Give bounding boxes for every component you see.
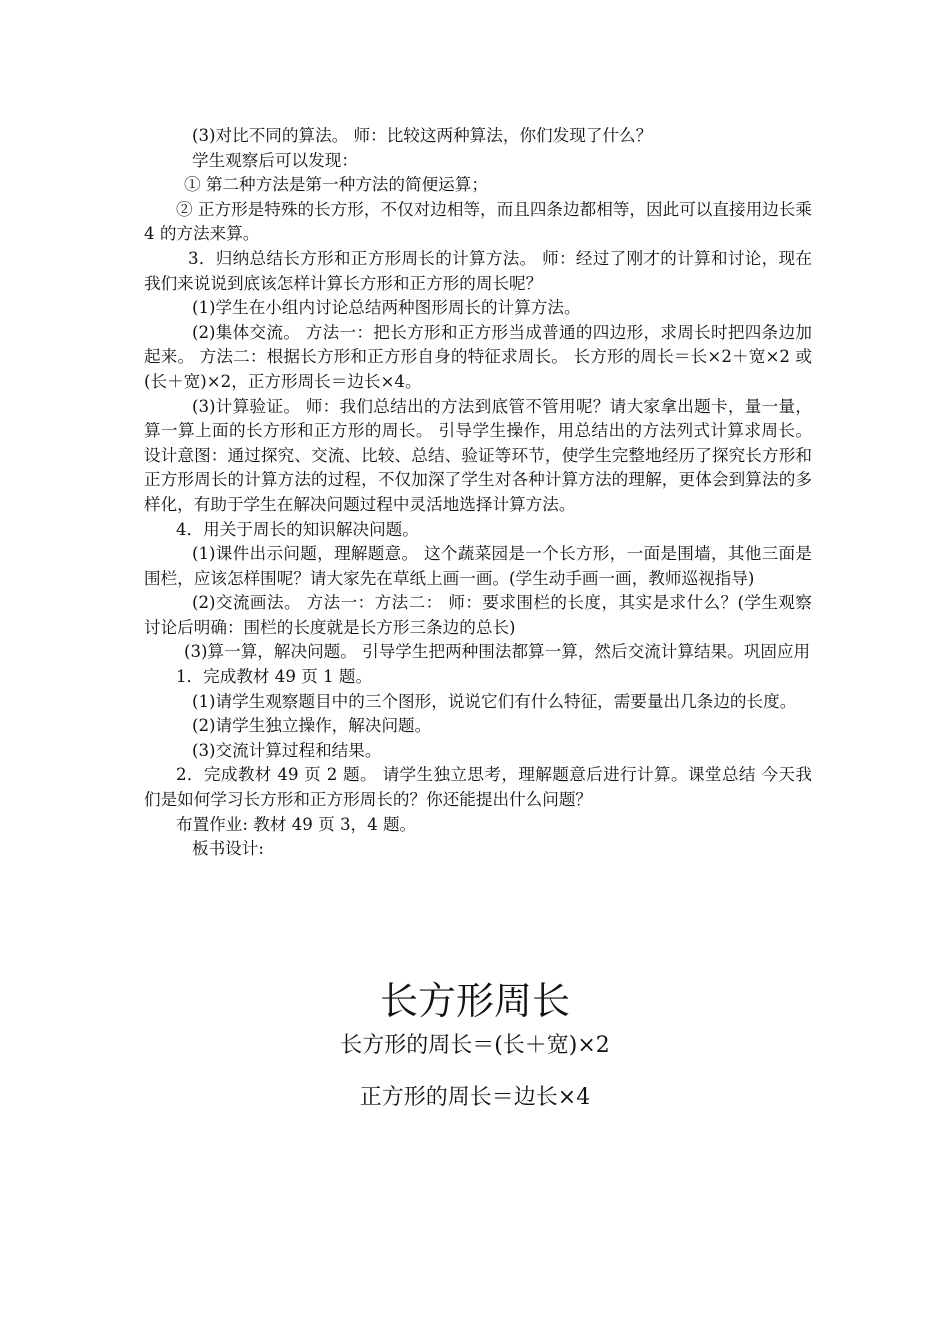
paragraph-finding-2: ② 正方形是特殊的长方形，不仅对边相等，而且四条边都相等，因此可以直接用边长乘 4 的方法来算。: [144, 199, 812, 244]
paragraph-board-design-label: 板书设计:: [192, 839, 264, 859]
paragraph-exercise-2: 2．完成教材 49 页 2 题。 请学生独立思考，理解题意后进行计算。课堂总结 今天我们是如何学习长方形和正方形周长的？你还能提出什么问题？: [144, 765, 812, 810]
paragraph-students-observe: 学生观察后可以发现：: [192, 150, 358, 170]
paragraph-exchange-results: (3)交流计算过程和结果。: [192, 740, 382, 760]
paragraph-exchange-drawing: (2)交流画法。 方法一：方法二： 师：要求围栏的长度，其实是求什么？(学生观察讨论后明确：围栏的长度就是长方形三条边的总长): [144, 593, 812, 637]
paragraph-solve-problem: (3)算一算，解决问题。 引导学生把两种围法都算一算，然后交流计算结果。巩固应用: [184, 642, 811, 662]
lesson-text: [144, 124, 812, 862]
paragraph-step-3-summary: 3．归纳总结长方形和正方形周长的计算方法。 师：经过了刚才的计算和讨论，现在我们来说说到底该怎样计算长方形和正方形的周长呢？: [144, 248, 812, 293]
paragraph-group-discussion: (1)学生在小组内讨论总结两种图形周长的计算方法。: [192, 298, 581, 318]
board-title: 长方形周长: [379, 979, 570, 1023]
paragraph-step-4-apply: 4．用关于周长的知识解决问题。: [176, 519, 419, 539]
paragraph-homework: 布置作业: 教材 49 页 3，4 题。: [176, 814, 417, 834]
paragraph-show-problem: (1)课件出示问题，理解题意。 这个蔬菜园是一个长方形，一面是围墙，其他三面是围栏，应该怎样围呢？请大家先在草纸上画一画。(学生动手画一画，教师巡视指导): [144, 544, 812, 588]
paragraph-collective-exchange: (2)集体交流。 方法一：把长方形和正方形当成普通的四边形，求周长时把四条边加起来。 方法二：根据长方形和正方形自身的特征求周长。 长方形的周长＝长×2＋宽×2 或(长＋宽)×2，正方形周长＝边长×4。: [144, 322, 812, 391]
paragraph-finding-1: ① 第二种方法是第一种方法的简便运算；: [184, 175, 488, 195]
board-rectangle-formula: 长方形的周长＝(长＋宽)×2: [340, 1033, 610, 1058]
board-square-formula: 正方形的周长＝边长×4: [359, 1085, 591, 1110]
paragraph-verification: (3)计算验证。 师：我们总结出的方法到底管不管用呢？请大家拿出题卡，量一量，算一算上面的长方形和正方形的周长。 引导学生操作，用总结出的方法列式计算求周长。 设计意图：通过探究、交流、比较、总结、验证等环节，使学生完整地经历了探究长方形和正方形周长的计算方法的过程，不仅加深了学生对各种计算方法的理解，更体会到算法的多样化，有助于学生在解决问题过程中灵活地选择计算方法。: [144, 396, 812, 514]
paragraph-compare-methods: (3)对比不同的算法。 师：比较这两种算法，你们发现了什么？: [192, 126, 653, 145]
paragraph-independent-work: (2)请学生独立操作，解决问题。: [192, 716, 432, 736]
paragraph-exercise-1: 1．完成教材 49 页 1 题。: [176, 667, 373, 687]
paragraph-observe-shapes: (1)请学生观察题目中的三个图形，说说它们有什么特征，需要量出几条边的长度。: [192, 691, 797, 711]
